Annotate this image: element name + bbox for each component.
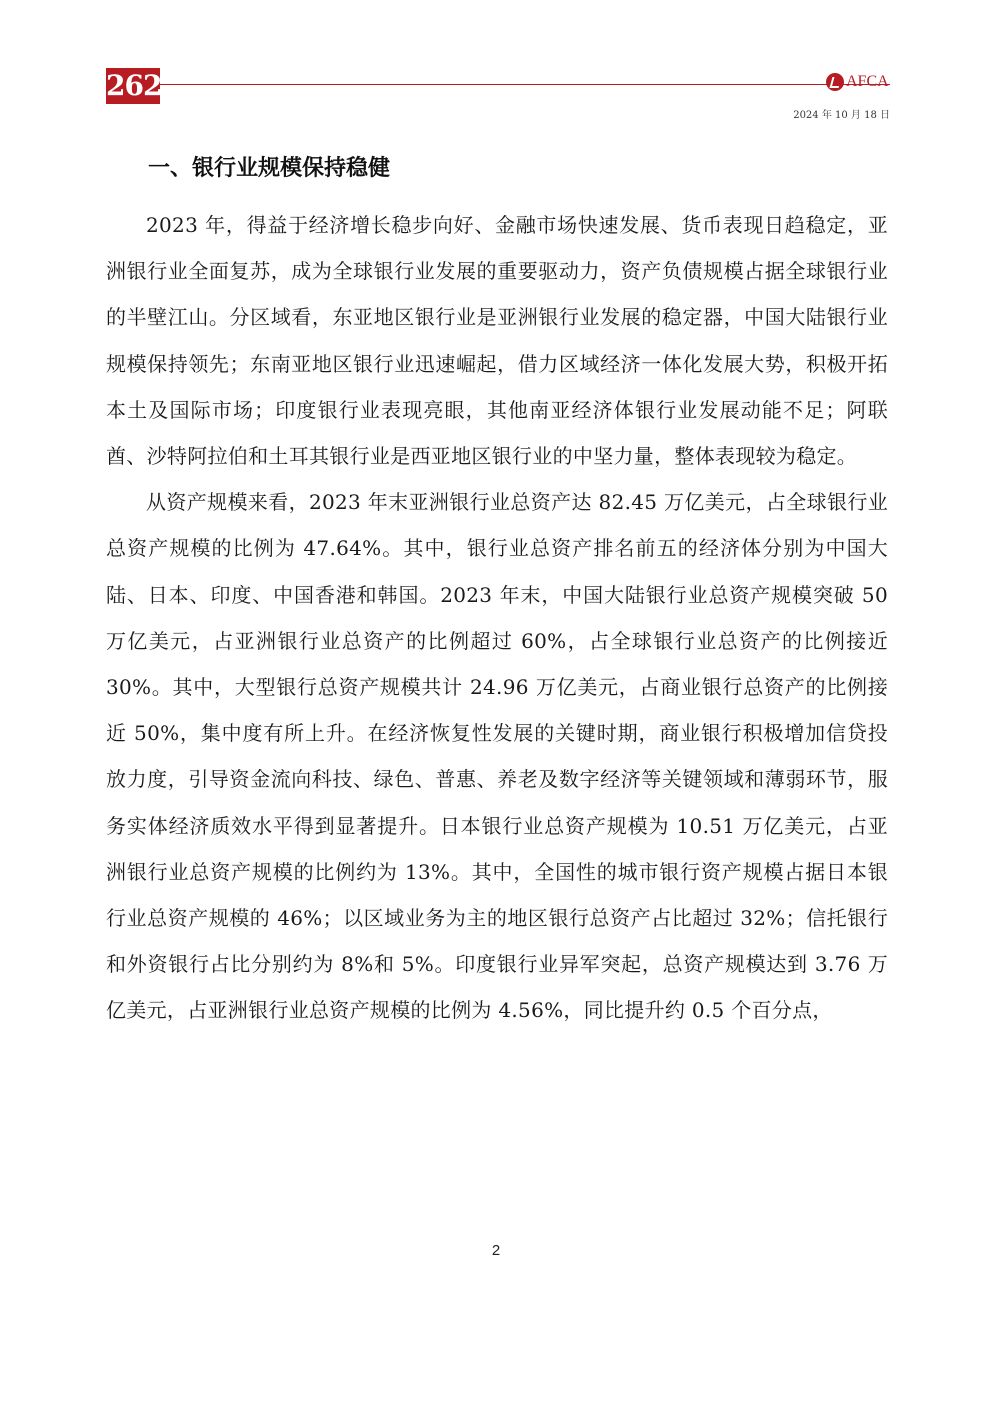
afca-logo-text: AFCA [846, 73, 889, 90]
header-divider [160, 84, 890, 85]
paragraph-1: 2023 年，得益于经济增长稳步向好、金融市场快速发展、货币表现日趋稳定，亚洲银行业全面复苏，成为全球银行业发展的重要驱动力，资产负债规模占据全球银行业的半壁江山。分区域看，东亚地区银行业是亚洲银行业发展的稳定器，中国大陆银行业规模保持领先；东南亚地区银行业迅速崛起，借力区域经济一体化发展大势，积极开拓本土及国际市场；印度银行业表现亮眼，其他南亚经济体银行业发展动能不足；阿联酋、沙特阿拉伯和土耳其银行业是西亚地区银行业的中坚力量，整体表现较为稳定。 [106, 213, 888, 469]
section-heading: 一、银行业规模保持稳健 [148, 156, 391, 181]
header-date: 2024 年 10 月 18 日 [793, 110, 890, 121]
paragraph-2: 从资产规模来看，2023 年末亚洲银行业总资产达 82.45 万亿美元，占全球银行业总资产规模的比例为 47.64%。其中，银行业总资产排名前五的经济体分别为中国大陆、日本、印度、中国香港和韩国。2023 年末，中国大陆银行业总资产规模突破 50 万亿美元，占亚洲银行业总资产的比例超过 60%，占全球银行业总资产的比例接近 30%。其中，大型银行总资产规模共计 24.96 万亿美元，占商业银行总资产的比例接近 50%，集中度有所上升。在经济恢复性发展的关键时期，商业银行积极增加信贷投放力度，引导资金流向科技、绿色、普惠、养老及数字经济等关键领域和薄弱环节，服务实体经济质效水平得到显著提升。日本银行业总资产规模为 10.51 万亿美元，占亚洲银行业总资产规模的比例约为 13%。其中，全国性的城市银行资产规模占据日本银行业总资产规模的 46%；以区域业务为主的地区银行总资产占比超过 32%；信托银行和外资银行占比分别约为 8%和 5%。印度银行业异军突起，总资产规模达到 3.76 万亿美元，占亚洲银行业总资产规模的比例为 4.56%，同比提升约 0.5 个百分点， [106, 490, 888, 1023]
issue-number-badge: 262 [106, 69, 162, 102]
afca-logo [826, 72, 889, 92]
body-text [106, 202, 888, 1034]
page-number: 2 [491, 1242, 501, 1259]
afca-logo-icon [826, 73, 844, 91]
